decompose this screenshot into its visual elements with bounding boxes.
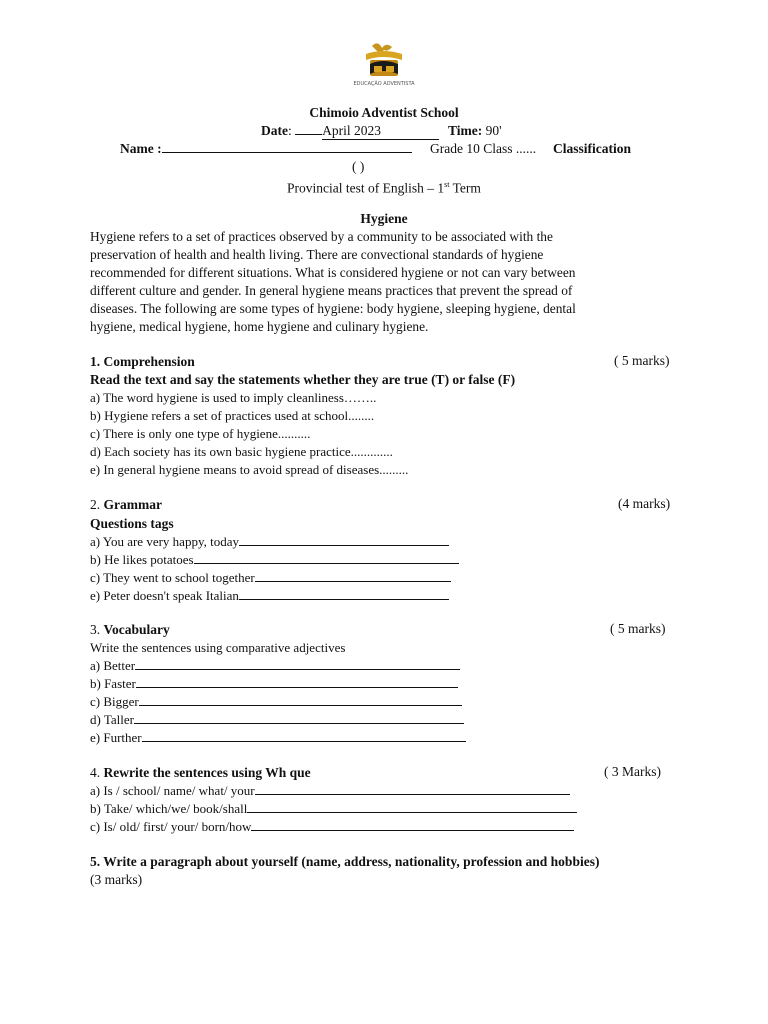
grade-label: Grade 10 Class — [430, 141, 513, 156]
section5-heading: 5. Write a paragraph about yourself (name, address, nationality, profession and hobbies) — [90, 854, 600, 869]
time-value: 90' — [485, 123, 502, 138]
passage-text — [90, 228, 650, 336]
date-day-blank[interactable] — [295, 122, 322, 135]
rewrite-item: c) Is/ old/ first/ your/ born/how — [90, 818, 574, 835]
rewrite-item: b) Take/ which/we/ book/shall — [90, 800, 577, 817]
vocab-item: c) Bigger — [90, 693, 462, 710]
section4-marks: ( 3 Marks) — [604, 764, 661, 779]
answer-line[interactable] — [142, 729, 466, 742]
tf-item[interactable]: e) In general hygiene means to avoid spread of diseases......... — [90, 462, 409, 477]
passage-line: diseases. The following are some types of hygiene: body hygiene, sleeping hygiene, dental — [90, 301, 576, 316]
answer-line[interactable] — [194, 551, 459, 564]
tf-item[interactable]: a) The word hygiene is used to imply cleanliness…….. — [90, 390, 377, 405]
tf-item[interactable]: b) Hygiene refers a set of practices used at school........ — [90, 408, 375, 423]
tag-item: b) He likes potatoes — [90, 551, 459, 568]
name-label: Name : — [120, 141, 162, 156]
answer-line[interactable] — [251, 818, 574, 831]
section3-marks: ( 5 marks) — [610, 621, 666, 636]
grade-class — [430, 140, 631, 157]
vocab-item: e) Further — [90, 729, 466, 746]
vocab-item: a) Better — [90, 657, 460, 674]
section3-instruction: Write the sentences using comparative adjectives — [90, 640, 346, 655]
answer-line[interactable] — [239, 533, 449, 546]
section2-marks: (4 marks) — [618, 496, 671, 511]
passage-line: preservation of health and health living. There are convectional standards of hygiene — [90, 247, 544, 262]
answer-line[interactable] — [136, 675, 458, 688]
section4-heading: 4. Rewrite the sentences using Wh que — [90, 765, 311, 780]
class-dots[interactable]: ...... — [515, 141, 537, 156]
answer-line[interactable] — [247, 800, 577, 813]
passage-line: Hygiene refers to a set of practices observed by a community to be associated with the — [90, 229, 553, 244]
date-label: Date — [261, 123, 288, 138]
classification-paren[interactable]: ( ) — [352, 159, 365, 174]
answer-line[interactable] — [135, 657, 460, 670]
section1-heading: 1. Comprehension — [90, 354, 195, 369]
time-line — [448, 122, 502, 139]
tf-item[interactable]: d) Each society has its own basic hygiene practice............. — [90, 444, 393, 459]
section3-heading: 3. Vocabulary — [90, 622, 170, 637]
test-title: Provincial test of English – 1st Term — [287, 180, 481, 196]
passage-line: different culture and gender. In general hygiene means practices that prevent the spread of — [90, 283, 573, 298]
answer-line[interactable] — [239, 587, 449, 600]
svg-text:EDUCAÇÃO ADVENTISTA: EDUCAÇÃO ADVENTISTA — [353, 81, 415, 87]
paragraph-answer-area[interactable] — [90, 895, 680, 1005]
passage-title: Hygiene — [360, 211, 408, 226]
answer-line[interactable] — [255, 782, 570, 795]
section5-marks: (3 marks) — [90, 872, 143, 887]
classification-label: Classification — [552, 141, 631, 156]
date-line: Date: April 2023 — [261, 122, 439, 140]
section1-marks: ( 5 marks) — [614, 353, 670, 368]
passage-line: hygiene, medical hygiene, home hygiene and culinary hygiene. — [90, 319, 429, 334]
tag-item: e) Peter doesn't speak Italian — [90, 587, 449, 604]
tag-item: a) You are very happy, today — [90, 533, 449, 550]
school-logo-icon — [353, 40, 415, 96]
passage-line: recommended for different situations. What is considered hygiene or not can vary between — [90, 265, 576, 280]
school-name: Chimoio Adventist School — [309, 105, 459, 120]
name-field[interactable] — [162, 140, 412, 153]
date-value[interactable]: April 2023 — [322, 122, 439, 140]
answer-line[interactable] — [255, 569, 451, 582]
name-line — [120, 140, 412, 157]
vocab-item: d) Taller — [90, 711, 464, 728]
section2-subtitle: Questions tags — [90, 516, 174, 531]
tf-item[interactable]: c) There is only one type of hygiene.......... — [90, 426, 311, 441]
tag-item: c) They went to school together — [90, 569, 451, 586]
rewrite-item: a) Is / school/ name/ what/ your — [90, 782, 570, 799]
section2-heading: 2. Grammar — [90, 497, 162, 512]
vocab-item: b) Faster — [90, 675, 458, 692]
time-label: Time: — [448, 123, 483, 138]
section1-instruction: Read the text and say the statements whether they are true (T) or false (F) — [90, 372, 516, 387]
answer-line[interactable] — [134, 711, 464, 724]
answer-line[interactable] — [139, 693, 462, 706]
